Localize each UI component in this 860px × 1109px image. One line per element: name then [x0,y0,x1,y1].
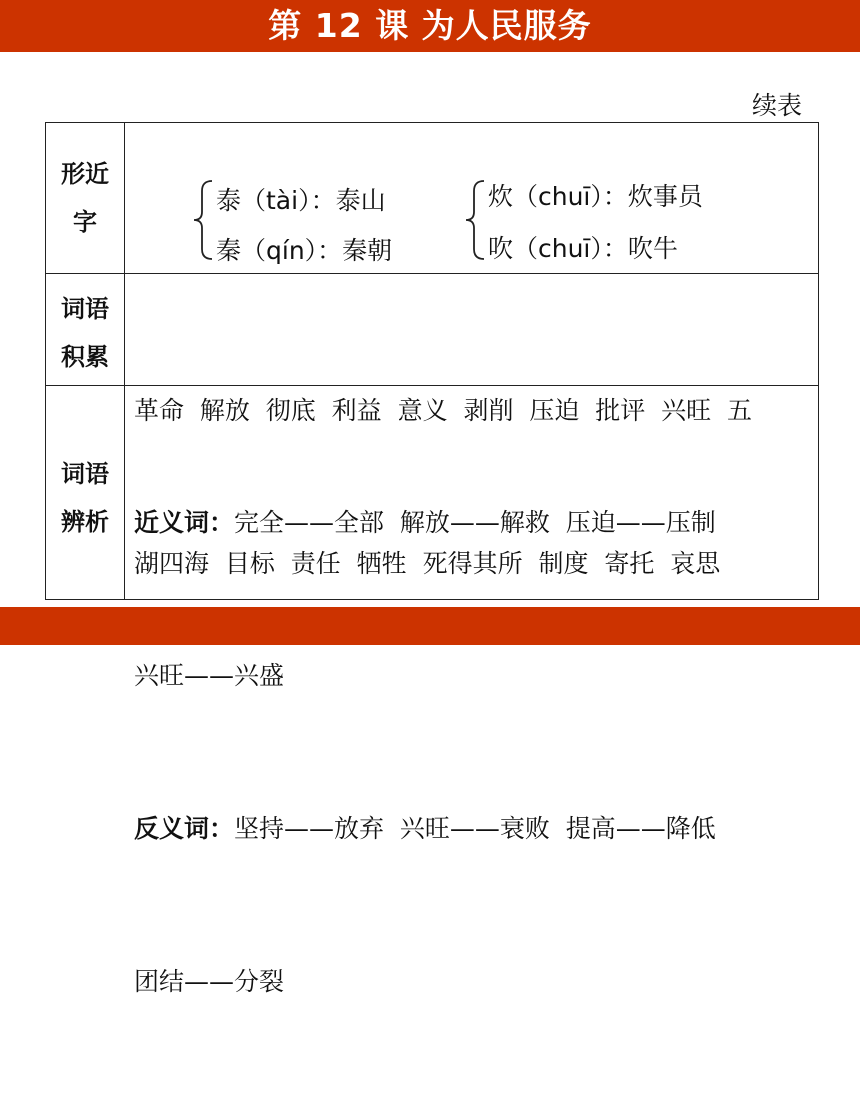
antonyms-line-2: 团结——分裂 [134,967,285,996]
synonyms-label: 近义词： [134,508,235,537]
row-label-line: 形近 [61,160,109,188]
continued-table-label: 续表 [751,91,802,120]
similar-char-entry: 吹（chuī）：吹牛 [488,234,678,263]
row-label-line: 词语 [61,295,109,323]
row-label-similar-chars [46,150,124,246]
page-title: 第 12 课 为人民服务 [268,6,592,45]
column-divider [124,123,125,599]
row-label-line: 字 [73,208,97,236]
antonyms-text: 坚持——放弃 兴旺——衰败 提高——降低 [234,814,716,843]
antonyms-line [134,803,810,854]
similar-char-entry: 秦（qín）：秦朝 [216,236,393,265]
vocab-line: 湖四海 目标 责任 牺牲 死得其所 制度 寄托 哀思 [134,549,721,578]
vocab-line: 革命 解放 彻底 利益 意义 剥削 压迫 批评 兴旺 五 [134,396,753,425]
similar-char-entry: 炊（chuī）：炊事员 [488,182,703,211]
synonyms-text: 完全——全部 解放——解救 压迫——压制 [234,508,716,537]
left-brace-icon [464,179,486,261]
synonyms-line-2: 兴旺——兴盛 [134,661,285,690]
row-divider [46,273,818,274]
row-label-line: 积累 [61,343,109,371]
similar-char-entry: 泰（tài）：泰山 [216,186,386,215]
synonyms-line [134,497,810,548]
row-label-line: 辨析 [61,508,109,536]
row-label-analysis [46,450,124,546]
row-label-line: 词语 [61,460,109,488]
antonyms-label: 反义词： [134,814,235,843]
row-label-vocab [46,285,124,381]
left-brace-icon [192,179,214,261]
analysis-content [134,395,810,1109]
vocabulary-table [45,122,819,996]
footer-bar [0,607,860,645]
